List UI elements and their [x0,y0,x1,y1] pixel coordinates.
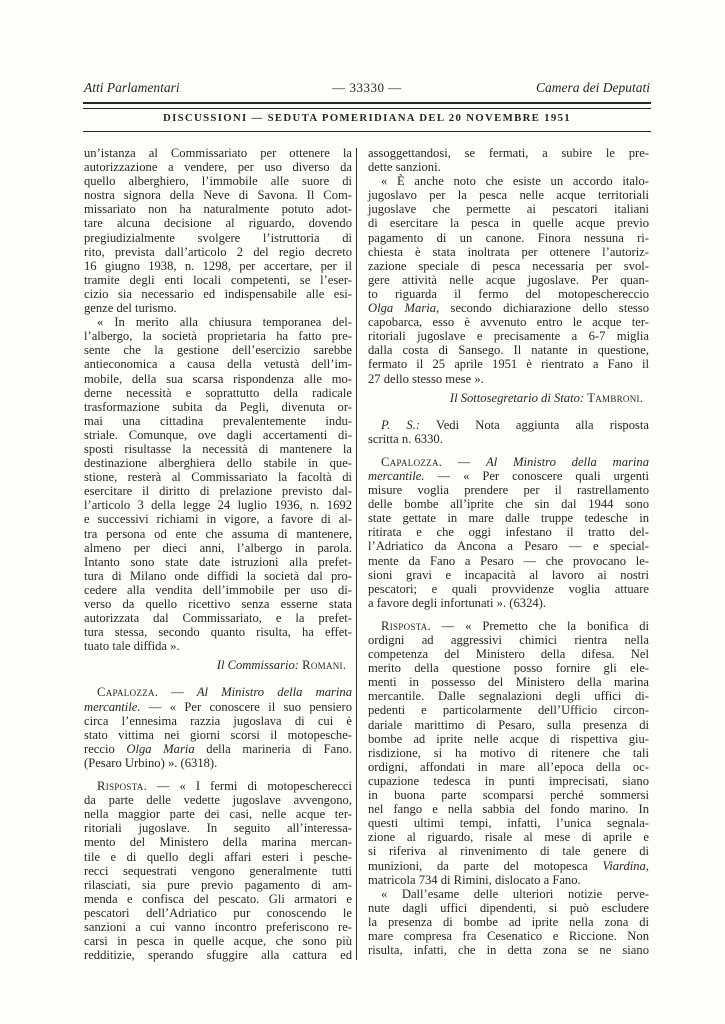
text-line [368,633,649,647]
text-segment: 16 giugno 1938, n. 1298, per accertare, per il [84,258,352,273]
text-line [368,619,649,633]
text-segment: pescatori; e quali provvidenze voglia attuare [368,581,649,596]
text-line [368,873,649,887]
text-segment: esercitare il diritto di prelazione previsto dal- [84,484,352,499]
text-segment: . — « Premetto che la bonifica di [427,618,649,633]
text-segment: merito della questione posso fornire gli ele- [368,661,649,676]
text-segment: mente da Fano a Pesaro — che provocano le- [368,553,649,568]
text-line [84,527,352,541]
text-line [368,231,649,245]
text-segment: Vedi Nota aggiunta alla risposta [420,417,649,432]
text-segment: cedere alla vendita dell’immobile per uso di- [84,582,352,597]
text-segment: « In merito alla chiusura temporanea del- [97,315,352,330]
text-segment: . [342,658,346,673]
text-line [368,432,649,446]
text-segment: in buona parte scomparsi perché sommersi [368,788,649,803]
text-line [368,455,649,469]
text-segment: delle bombe all’iprite che sin dal 1944 sono [368,497,649,512]
text-line [84,864,352,878]
text-segment: . [639,390,643,405]
text-segment: , secondo dichiarazione dello stesso [436,301,650,316]
text-segment: Al Ministro della marina [486,454,649,469]
text-line [368,703,649,717]
text-segment: matricola 734 di Rimini, dislocato a Fano. [368,872,581,887]
text-line [368,844,649,858]
text-segment: (Pesaro Urbino) ». (6318). [84,755,218,770]
text-segment: recci sequestrati vengono generalmente tutti [84,863,352,878]
text-segment: autorizzata dal Commissariato, e la prefet- [84,611,352,626]
text-line [84,245,352,259]
paragraph [84,146,352,315]
paragraph [368,619,649,887]
text-segment: Capalozza [97,685,155,700]
text-segment: nella maggior parte dei casi, nelle acque ter- [84,807,352,822]
text-segment: misure voglia prendere per il rastrellamento [368,483,649,498]
text-segment: — « Per conoscere quali urgenti [424,468,649,483]
paragraph [368,146,649,174]
text-segment: . — [154,685,197,700]
text-segment: si riferiva al rinvenimento di tale genere di [368,844,649,859]
text-line [368,511,649,525]
text-line [368,483,649,497]
text-line [84,807,352,821]
text-segment: competenza del Ministero della difesa. Nel [368,647,649,662]
text-line [84,202,352,216]
text-line [84,343,352,357]
text-line [368,245,649,259]
text-segment: pagamento di un canone. Finora nessuna ri- [368,230,649,245]
text-segment: Tambroni [587,390,640,405]
text-segment: tramite degli enti locali competenti, se l’eser- [84,272,352,287]
text-segment: la presenza di bombe ad iprite nella zona di [368,914,649,929]
text-line [368,830,649,844]
text-segment: tare alcuna decisione al riguardo, dovendo [84,216,352,231]
text-line [84,892,352,906]
text-line [84,484,352,498]
text-segment: to riguarda il fermo del motopeschereccio [368,286,649,301]
text-line [84,625,352,639]
text-line [368,554,649,568]
text-line [368,329,649,343]
text-segment: almeno per dieci anni, l’albergo in parola. [84,540,352,555]
text-segment: derne necessità e soprattutto della radicale [84,385,352,400]
text-segment: , [645,858,649,873]
text-line [368,259,649,273]
text-line [368,469,649,483]
text-line [368,746,649,760]
text-line [368,216,649,230]
text-line [84,742,352,756]
text-line [84,728,352,742]
text-segment: sioni gravi e incapacità al lavoro ai nostri [368,567,649,582]
text-column-left [84,146,352,962]
paragraph [368,418,649,446]
text-segment: redditizie, sperando sfuggire alla cattura ed [84,948,352,963]
text-segment: menda e confisca del pescato. Gli armatori e [84,891,352,906]
text-segment: jugoslavo per la pesca nelle acque territoriali [368,188,649,203]
text-segment: . — [438,454,487,469]
text-segment: Il Commissario: [216,658,303,673]
text-segment: tile e di quello degli affari esteri i pesche- [84,849,352,864]
text-segment: Viardina [602,858,646,873]
text-line [368,887,649,901]
text-segment: ordigni ad aggressivi chimici rientra nella [368,633,649,647]
text-line [84,357,352,371]
text-segment: ritoriali jugoslave. In seguito all’interessa- [84,821,352,836]
text-line [84,372,352,386]
text-segment: mercantile. Dalle segnalazioni degli uffici di- [368,689,649,704]
text-line [84,948,352,962]
text-line [368,596,649,610]
text-segment: fermato il 25 aprile 1951 è rientrato a Fano il [368,357,649,372]
text-line [368,343,649,357]
text-segment: genze del turismo. [84,301,177,316]
text-segment: dette sanzioni. [368,160,441,175]
text-line [368,689,649,703]
text-segment: l’albergo, la società proprietaria ha fatto pre- [84,329,352,344]
text-segment: pedenti e particolarmente dell’Ufficio circon- [368,703,649,718]
text-line [368,525,649,539]
text-segment: chiesta è stata inoltrata per ottenere l’autoriz- [368,244,649,259]
text-segment: — « Per conoscere il suo pensiero [140,699,352,714]
journal-title: Atti Parlamentari [84,80,180,95]
text-line [84,850,352,864]
text-line [84,216,352,230]
text-segment: scritta n. 6330. [368,431,443,446]
text-line [84,442,352,456]
text-segment: da parte delle vedette jugoslave avvengono, [84,793,352,808]
session-title: DISCUSSIONI — SEDUTA POMERIDIANA DEL 20 NOVEMBRE 1951 [163,112,571,124]
text-segment: jugoslave che permette ai pescatori italiani [368,202,649,217]
text-line [84,611,352,625]
text-segment: state gettate in mare dalle truppe tedesche in [368,511,649,526]
text-segment: pregiudizialmente svolgere l’istruttoria di [84,230,352,245]
text-segment: quello alberghiero, l’immobile alle suore di [84,174,352,189]
text-segment: Al Ministro della marina [196,685,352,700]
text-segment: tuato tale diffida ». [84,639,180,654]
text-segment: carsi in pesca in quelle acque, che sono più [84,934,352,949]
text-line [368,901,649,915]
header-single-rule [83,131,651,132]
text-line [368,915,649,929]
text-line [368,943,649,957]
text-segment: destinazione alberghiera dello stabile in que- [84,456,352,471]
signature-line [84,658,352,672]
paragraph [84,779,352,962]
text-line [368,315,649,329]
text-line [368,929,649,943]
text-segment: risulta, infatti, che in detta zona se ne siano [368,943,649,958]
chamber-title: Camera dei Deputati [536,80,651,95]
text-segment: mercantile. [368,468,425,483]
text-segment: sente che la gestione dell’esercizio sarebbe [84,343,352,358]
text-line [84,146,352,160]
text-line [368,816,649,830]
text-line [84,287,352,301]
text-segment: menti in possesso del Ministero della marina [368,675,649,690]
text-line [84,456,352,470]
text-line [368,146,649,160]
text-line [368,802,649,816]
text-line [368,202,649,216]
text-line [84,821,352,835]
text-segment: assoggettandosi, se fermati, a subire le pre- [368,146,649,160]
text-segment: cupazione tedesca in punti imprecisati, siano [368,773,649,788]
text-segment: verso da quello ricettivo senza esserne stata [84,597,352,611]
text-line [84,569,352,583]
text-line [368,788,649,802]
text-line [84,779,352,793]
text-line [368,539,649,553]
text-segment: Intanto sono state date istruzioni alla prefet- [84,554,352,569]
text-line [368,774,649,788]
text-segment: Il Sottosegretario di Stato: [449,390,588,405]
text-line [84,470,352,484]
text-line [368,582,649,596]
text-segment: e successivi richiami in vigore, a favore di al- [84,512,352,527]
text-segment: un’istanza al Commissariato per ottenere la [84,146,352,160]
text-segment: l’Adriatico da Ancona a Pesaro — e special- [368,539,649,554]
text-segment: mai una cittadina prevalentemente indu- [84,413,352,428]
text-segment: questi ultimi tempi, infatti, l’unica segnala- [368,816,649,831]
text-segment: tura stessa, secondo quanto risulta, ha effet- [84,625,352,640]
text-line [84,920,352,934]
text-line [368,357,649,371]
text-segment: sanzioni a cui vanno incontro preferiscono re- [84,919,352,934]
text-segment: munizioni, da parte del motopesca [368,858,603,873]
text-segment: risdizione, si ha motivo di ritenere che tali [368,745,649,760]
text-segment: capobarca, esso è avvenuto entro le acque ter- [368,315,649,330]
text-segment: Romani [302,658,343,673]
text-line [84,231,352,245]
text-line [84,597,352,611]
text-segment: dariale marittimo di Pesaro, sulla presenza di [368,717,649,732]
text-segment: antieconomica a causa della vetustà dell’im- [84,357,352,372]
text-line [84,685,352,699]
text-line [84,756,352,770]
text-segment: rito, prevista dall’articolo 2 del regio decreto [84,244,352,259]
text-line [84,386,352,400]
text-line [84,835,352,849]
text-line [84,160,352,174]
text-segment: « È anche noto che esiste un accordo italo- [381,174,649,189]
text-line [84,301,352,315]
text-segment: mare compresa fra Cesenatico e Riccione. Non [368,928,649,943]
text-segment: sposti risultasse la necessità di mantenere la [84,441,352,456]
text-segment: ritoriali jugoslave e precisamente a 6-7 miglia [368,329,649,344]
text-line [84,259,352,273]
text-line [84,639,352,653]
text-segment: Capalozza [381,454,439,469]
text-line [84,512,352,526]
text-segment: nel fango e nella sabbia del fondo marino. In [368,802,649,817]
text-segment: nute dagli uffici dipendenti, si può escludere [368,900,649,915]
text-line [84,315,352,329]
signature-line [368,391,649,405]
text-line [368,661,649,675]
text-segment: circa l’ennesima razzia jugoslava di cui è [84,713,352,728]
text-segment: Olga Maria [368,301,437,316]
text-segment: stato vittima nei giorni scorsi il motopesche- [84,727,352,742]
text-segment: tura di Milano onde diffidi la società dal pro- [84,568,352,583]
text-segment: l’articolo 3 della legge 24 luglio 1936, n. 1692 [84,498,352,513]
header-double-rule [83,102,651,109]
text-segment: zazione speciale di pesca necessaria per svol- [368,258,649,273]
text-line [368,647,649,661]
text-segment: cizio sia necessario ed indispensabile alle esi- [84,286,352,301]
text-segment: Risposta [97,779,144,794]
text-segment: pescatori dell’Adriatico pur conoscendo le [84,905,352,920]
text-line [84,700,352,714]
text-line [368,301,649,315]
paragraph [84,685,352,770]
text-segment: striale. Comunque, ove dagli accertamenti di- [84,427,352,442]
text-segment: trasformazione subita da Pegli, divenuta or- [84,399,352,414]
text-segment: P. S.: [381,417,421,432]
text-line [368,497,649,511]
text-line [84,188,352,202]
text-line [84,414,352,428]
text-line [368,568,649,582]
text-line [368,287,649,301]
text-segment: dalla costa di Sansego. Il natante in questione, [368,343,649,358]
text-line [368,675,649,689]
text-line [84,793,352,807]
column-divider-rule [356,148,357,960]
paragraph [368,887,649,957]
text-line [84,400,352,414]
text-line [84,906,352,920]
text-segment: ordigni, affondati in mare all’epoca della oc- [368,759,649,774]
text-line [84,583,352,597]
masthead [84,80,650,96]
text-line [84,428,352,442]
text-segment: mercantile. [84,699,141,714]
text-line [368,732,649,746]
text-segment: « Dall’esame delle ulteriori notizie perve- [381,886,649,901]
text-segment: mobile, della sua scarsa rispondenza alle mo- [84,371,352,386]
text-line [84,541,352,555]
text-segment: di esercitare la pesca in quelle acque previo [368,216,649,231]
text-line [368,160,649,174]
text-segment: nostra signora della Neve di Savona. Il Com- [84,188,352,203]
text-segment: 27 dello stesso mese ». [368,371,484,386]
text-segment: zione al riguardo, risale al mese di aprile e [368,830,649,845]
text-segment: Risposta [381,618,428,633]
text-segment: tra persona od ente che assuma di mantenere, [84,526,352,541]
text-segment: . — « I fermi di motopescherecci [143,779,352,794]
paragraph [84,315,352,653]
text-line [84,555,352,569]
text-line [368,859,649,873]
text-segment: rilasciati, sia pure previo pagamento di am- [84,877,352,892]
text-line [368,418,649,432]
text-line [368,273,649,287]
text-line [84,934,352,948]
text-line [84,329,352,343]
text-line [84,878,352,892]
text-segment: Olga Maria [126,741,195,756]
paragraph [368,174,649,385]
text-line [368,718,649,732]
text-line [84,714,352,728]
text-segment: autorizzazione a vendere, per uso diverso da [84,160,352,175]
paragraph [368,455,649,610]
text-line [84,273,352,287]
text-segment: mento del Ministero della marina mercan- [84,835,352,850]
text-line [84,174,352,188]
text-segment: reccio [84,741,127,756]
text-segment: stione, resterà al Commissariato la facoltà di [84,470,352,485]
text-line [368,372,649,386]
text-segment: gere attività nelle acque jugoslave. Per quan- [368,272,649,287]
text-line [368,760,649,774]
text-segment: bombe ad iprite nelle acque di rispettiva giu- [368,731,649,746]
text-segment: ritirata e che oggi infestano il tratto del- [368,525,649,540]
text-line [84,498,352,512]
text-segment: a favore degli infortunati ». (6324). [368,595,547,610]
text-segment: missariato non ha naturalmente potuto adot- [84,202,352,217]
text-line [368,174,649,188]
page-number: — 33330 — [332,80,402,95]
text-column-right [368,146,649,957]
text-line [368,188,649,202]
text-segment: della marineria di Fano. [194,741,352,756]
